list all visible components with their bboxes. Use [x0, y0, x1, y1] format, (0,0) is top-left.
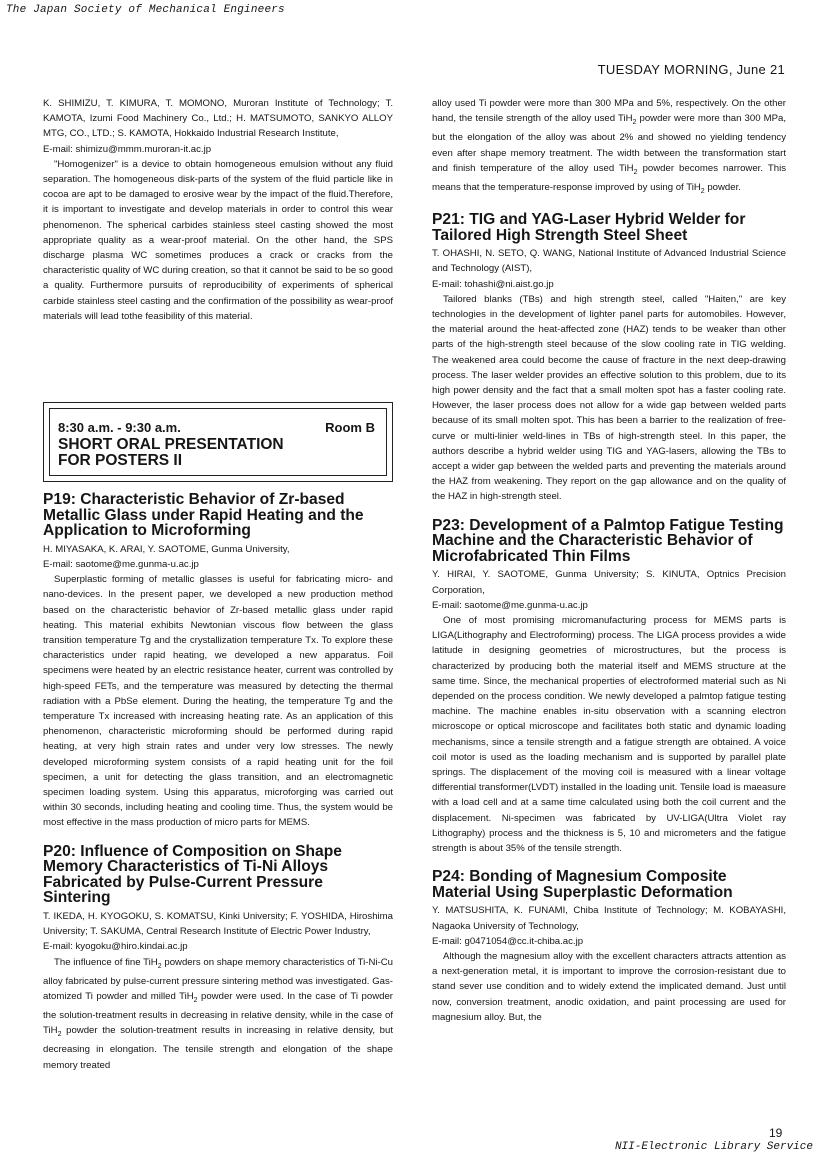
- session-title-line1: SHORT ORAL PRESENTATION: [58, 436, 284, 453]
- p20-abstract: [43, 955, 393, 1073]
- p20-cont-d: powder.: [704, 181, 741, 193]
- p24-title: P24: Bonding of Magnesium Composite Material Using Superplastic Deformation: [432, 868, 733, 901]
- p19-abstract: Superplastic forming of metallic glasses is useful for fabricating micro- and nano-devices. In the present paper, we developed a new production method based on the characteristic behavior of Zr-based metallic glass under rapid heating. This material exhibits Newtonian viscous flow between the glass transition temperature Tg and the crystallization temperature Tx. To explore these characteristics under rapid heating, we developed a new apparatus. Foil specimens were heated by an electric resistance heater, current was controlled by high-speed FETs, and the temperature was measured by detecting the thermal radiation with a PbSe element. During the heating, the temperature Tg and the temperature Tx increased with increasing heating rate. As an application of this phenomenon, characteristic microforming should be performed during rapid heating, at very high strain rates and under very low stresses. The newly developed microforming system consists of a rapid heating unit for the foil specimen, a unit for detecting the glass transition, and an electromagnetic specimen loading system. Using this apparatus, microforging was carried out within 30 seconds, including heating and cooling time. Thus, the system would be most effective in the mass production of micro parts for MEMS.: [43, 574, 393, 829]
- p24-abstract: Although the magnesium alloy with the excellent characters attracts attention as a next-generation metal, it is important to improve the corrosion-resistant due to stand sever use condition and to widely extend the implicated demand. Just until now, conversion treatment, anodic oxidation, and paint processing are used for magnesium alloy. But, the: [432, 951, 786, 1023]
- p20-email: E-mail: kyogoku@hiro.kindai.ac.jp: [43, 941, 188, 953]
- session-title-line2: FOR POSTERS II: [58, 452, 183, 469]
- intro-email: E-mail: shimizu@mmm.muroran-it.ac.jp: [43, 143, 212, 155]
- p20-cont-b: powder were more than 300 MPa, but the elongation of the alloy was about 2% and showed no yielding tendency even after shape memory treatment. The width between the transformation start and finish temperature of the alloy used TiH: [432, 113, 786, 174]
- session-time: 8:30 a.m. - 9:30 a.m.: [58, 420, 181, 435]
- intro-article: [43, 96, 393, 324]
- p20-cont-sub-2: 2: [633, 168, 638, 176]
- p23-title: P23: Development of a Palmtop Fatigue Testing Machine and the Characteristic Behavior of Microfabricated Thin Films: [432, 516, 784, 565]
- right-column: [432, 96, 786, 1038]
- article-p23: [432, 518, 786, 857]
- p20-authors: T. IKEDA, H. KYOGOKU, S. KOMATSU, Kinki University; F. YOSHIDA, Hiroshima University; T. SAKUMA, Central Research Institute of Electric Power Industry,: [43, 911, 393, 938]
- p20-continuation: [432, 96, 786, 199]
- p20-cont-sub-3: 2: [700, 187, 705, 195]
- p19-email: E-mail: saotome@me.gunma-u.ac.jp: [43, 558, 199, 570]
- p20-abstract-a: The influence of fine TiH: [54, 956, 158, 968]
- p20-title: P20: Influence of Composition on Shape Memory Characteristics of Ti-Ni Alloys Fabricated by Pulse-Current Pressure Sintering: [43, 842, 342, 907]
- library-footer: NII-Electronic Library Service: [614, 1141, 813, 1153]
- p20-sub-2: 2: [193, 996, 198, 1004]
- left-column-top: [43, 96, 393, 337]
- article-p21: [432, 212, 786, 505]
- article-p20: [43, 844, 393, 1073]
- p20-abstract-d: powder the solution-treatment results in increasing in relative density, but decreasing in elongation. The tensile strength and elongation of the shape memory treated: [43, 1025, 393, 1071]
- society-header: The Japan Society of Mechanical Engineers: [6, 4, 285, 16]
- intro-abstract: "Homogenizer" is a device to obtain homogeneous emulsion without any fluid separation. The homogeneous disk-parts of the system of the fluid particle like in cocoa are apt to be damaged to erosive wear by the impact of the fluid.Therefore, it is important to investigate and develop materials in order to control this wear phenomenon. The spherical carbides stainless steel casting showed the most appropriate quality as a wear-proof material. On the other hand, the SPS discharge plasma WC sometimes produces a crack or cracks from the characteristic quality of WC during creation, so that it cannot be said to be so good a quality. Furthermore pursuits of reproducibility of experiments of spherical carbide stainless steel casting and the confirmation of the possibility as wear-proof materials will lead tothe feasibility of this material.: [43, 158, 393, 322]
- session-box-inner: [49, 408, 387, 476]
- session-day-header: TUESDAY MORNING, June 21: [597, 62, 785, 77]
- p20-cont-a: alloy used Ti powder were more than 300 MPa and 5%, respectively. On the other hand, the tensile strength of the alloy used TiH: [432, 98, 786, 125]
- p20-abstract-c: powder were used. In the case of Ti powder the solution-treatment results in decreasing in relative density, while in the case of TiH: [43, 990, 393, 1037]
- p23-abstract: One of most promising micromanufacturing process for MEMS parts is LIGA(Lithography and Electroforming) process. The LIGA process provides a wide latitude in designing geometries of microstructures, but the process is characterized by producing both the material itself and MEMS structure at the same time. Since, the mechanical properties of electroformed material such as Ni depended on the process condition. We newly developed a palmtop fatigue testing machine. The machine enables in-situ observation with a scanning electron microscope or optical microscope and facilitates both static and dynamic loading mechanisms, since a tensile strength and a fatigue strength are obtained. A voice coil motor is used as the loading mechanism and is supported by parallel plate springs. The displacement of the moving coil is measured with a linear voltage differential transformer(LVDT) installed in the loading unit. Tensile load is maeasure with a load cell and at a same time calculated using both the coil current and the displacement. Ni-specimen was fabricated by UV-LIGA(Ultra Violet ray Lithography) process and the thickness is 5, 10 and micrometers and the fatigue strength is about 35% of the tensile strength.: [432, 614, 786, 855]
- p19-title: P19: Characteristic Behavior of Zr-based Metallic Glass under Rapid Heating and the Application to Microforming: [43, 491, 364, 540]
- article-p19: [43, 492, 393, 831]
- article-p24: [432, 869, 786, 1025]
- session-box: [43, 402, 393, 482]
- p20-sub-1: 2: [157, 962, 162, 970]
- page-number: 19: [769, 1126, 783, 1140]
- p19-authors: H. MIYASAKA, K. ARAI, Y. SAOTOME, Gunma University,: [43, 543, 290, 555]
- p20-cont-text: [432, 96, 786, 199]
- left-column-bottom: [43, 492, 393, 1086]
- session-title: [58, 437, 284, 469]
- p21-authors: T. OHASHI, N. SETO, Q. WANG, National Institute of Advanced Industrial Science and Technology (AIST),: [432, 248, 786, 275]
- p20-sub-3: 2: [57, 1031, 62, 1039]
- p20-abstract-b: powders on shape memory characteristics of Ti-Ni-Cu alloy fabricated by pulse-current pressure sintering method was investigated. Gas-atomized Ti powder and milled TiH: [43, 956, 393, 1002]
- intro-authors: K. SHIMIZU, T. KIMURA, T. MOMONO, Muroran Institute of Technology; T. KAMOTA, Izumi Food Machinery Co., Ltd.; H. MATSUMOTO, SANKYO ALLOY MTG, CO., LTD.; S. KAMOTA, Hokkaido Industrial Research Institute,: [43, 98, 393, 140]
- p21-abstract: Tailored blanks (TBs) and high strength steel, called "Haiten," are key technologies in the development of lighter panel parts for automobiles. However, the material around the heat-affected zone (HAZ) tends to be weaker than other parts of the high-strength steel because of the slow cooling rate in TIG welding. The weakened area could become the cause of fracture in the next deep-drawing process. The laser welder provides an effective solution to this problem, due to its high power density and the fact that a small molten spot has a faster cooling rate. However, the laser process does not allow for a wide gap between welded parts because of its small molten spot. This has been a barrier to the realization of free-curve or multi-linier weld-lines in TBs of high-strength steel. In this paper, the authors describe a hybrid welder using TIG and YAG-lasers, allowing the TBs to accept a wider gap between the welded parts and preventing the materials around the HAZ from weakening. They report on the gap allowance and on the quality of the HAZ in high-strength steel.: [432, 293, 786, 503]
- p20-cont-sub-1: 2: [632, 119, 637, 127]
- p21-email: E-mail: tohashi@ni.aist.go.jp: [432, 278, 554, 290]
- p21-title: P21: TIG and YAG-Laser Hybrid Welder for Tailored High Strength Steel Sheet: [432, 210, 746, 244]
- p20-cont-c: powder becomes narrower. This means that the temperature-response improved by using of TiH: [432, 162, 786, 193]
- session-room: Room B: [325, 420, 375, 435]
- p24-email: E-mail: g0471054@cc.it-chiba.ac.jp: [432, 935, 584, 947]
- p24-authors: Y. MATSUSHITA, K. FUNAMI, Chiba Institute of Technology; M. KOBAYASHI, Nagaoka University of Technology,: [432, 905, 786, 932]
- p23-email: E-mail: saotome@me.gunma-u.ac.jp: [432, 599, 588, 611]
- p23-authors: Y. HIRAI, Y. SAOTOME, Gunma University; S. KINUTA, Optnics Precision Corporation,: [432, 569, 786, 596]
